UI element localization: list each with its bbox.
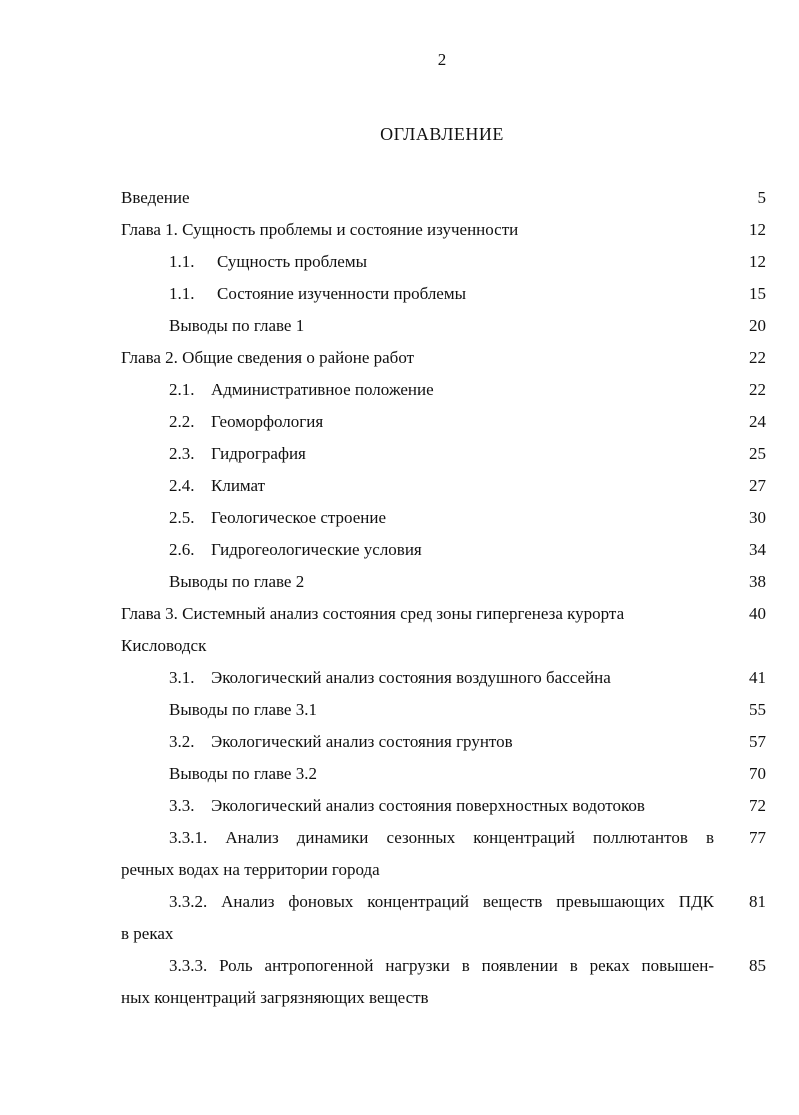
toc-entry-text: Экологический анализ состояния поверхностных водотоков — [211, 796, 645, 815]
toc-entry-number: 2.3. — [169, 444, 195, 463]
toc-entry-2-1[interactable] — [121, 380, 766, 412]
toc-entry-text-line2: Кисловодск — [121, 636, 207, 655]
page-number: 2 — [437, 50, 447, 69]
toc-entry-text: Экологический анализ состояния грунтов — [211, 732, 513, 751]
toc-entry-text: Административное положение — [211, 380, 434, 399]
toc-entry-page: 38 — [749, 572, 766, 591]
toc-entry-page: 72 — [749, 796, 766, 815]
toc-entry-page: 22 — [749, 380, 766, 399]
toc-entry-3-3-3[interactable] — [121, 956, 766, 1020]
toc-entry-number: 1.1. — [169, 252, 195, 271]
toc-entry-number: 2.5. — [169, 508, 195, 527]
toc-entry-text-line1: Глава 3. Системный анализ состояния сред зоны гипергенеза курорта — [121, 604, 625, 623]
toc-entry-number: 2.1. — [169, 380, 195, 399]
toc-entry-text: Выводы по главе 3.1 — [169, 700, 317, 719]
toc-entry-page: 20 — [749, 316, 766, 335]
toc-entry-1-1-b[interactable] — [121, 284, 766, 316]
toc-entry-2-3[interactable] — [121, 444, 766, 476]
toc-entry-conclusions-3-2[interactable] — [121, 764, 766, 796]
toc-entry-page: 25 — [749, 444, 766, 463]
toc-entry-text: Гидрография — [211, 444, 306, 463]
toc-entry-3-3-2[interactable] — [121, 892, 766, 956]
toc-entry-number: 2.4. — [169, 476, 195, 495]
toc-entry-text: Экологический анализ состояния воздушного бассейна — [211, 668, 611, 687]
toc-entry-page: 30 — [749, 508, 766, 527]
toc-entry-number: 3.3. — [169, 796, 195, 815]
toc-entry-3-3-1[interactable] — [121, 828, 766, 892]
table-of-contents — [121, 188, 766, 1020]
toc-entry-1-1-a[interactable] — [121, 252, 766, 284]
toc-entry-3-1[interactable] — [121, 668, 766, 700]
toc-entry-number: 3.3.2. — [169, 892, 208, 911]
toc-entry-chapter-2[interactable] — [121, 348, 766, 380]
toc-entry-text: Выводы по главе 2 — [169, 572, 305, 591]
toc-entry-2-2[interactable] — [121, 412, 766, 444]
toc-entry-conclusions-1[interactable] — [121, 316, 766, 348]
toc-entry-text: Выводы по главе 3.2 — [169, 764, 317, 783]
toc-entry-introduction[interactable] — [121, 188, 766, 220]
toc-title: ОГЛАВЛЕНИЕ — [380, 124, 504, 144]
toc-entry-number: 3.3.3. — [169, 956, 208, 975]
toc-entry-text: Гидрогеологические условия — [211, 540, 422, 559]
toc-entry-page: 77 — [749, 828, 766, 847]
toc-entry-text-line2: ных концентраций загрязняющих веществ — [121, 988, 429, 1007]
toc-entry-text: Климат — [211, 476, 266, 495]
toc-entry-text: Введение — [121, 188, 190, 207]
toc-entry-page: 22 — [749, 348, 766, 367]
toc-entry-text-line2: в реках — [121, 924, 174, 943]
toc-entry-2-5[interactable] — [121, 508, 766, 540]
toc-entry-page: 57 — [749, 732, 766, 751]
toc-entry-3-2[interactable] — [121, 732, 766, 764]
toc-entry-number: 1.1. — [169, 284, 195, 303]
toc-entry-number: 3.1. — [169, 668, 195, 687]
toc-entry-page: 15 — [749, 284, 766, 303]
toc-entry-number: 3.2. — [169, 732, 195, 751]
toc-entry-text: Выводы по главе 1 — [169, 316, 305, 335]
toc-entry-text: Глава 1. Сущность проблемы и состояние изученности — [121, 220, 519, 239]
toc-entry-text: Состояние изученности проблемы — [217, 284, 467, 303]
toc-entry-2-4[interactable] — [121, 476, 766, 508]
toc-entry-text: Геоморфология — [211, 412, 324, 431]
toc-entry-number: 3.3.1. — [169, 828, 208, 847]
toc-entry-page: 40 — [749, 604, 766, 623]
toc-entry-text: Геологическое строение — [211, 508, 387, 527]
toc-entry-page: 41 — [749, 668, 766, 687]
toc-entry-chapter-1[interactable] — [121, 220, 766, 252]
toc-entry-page: 12 — [749, 220, 766, 239]
toc-entry-conclusions-3-1[interactable] — [121, 700, 766, 732]
toc-entry-text: Глава 2. Общие сведения о районе работ — [121, 348, 415, 367]
toc-entry-page: 12 — [749, 252, 766, 271]
toc-entry-page: 55 — [749, 700, 766, 719]
toc-entry-page: 81 — [749, 892, 766, 911]
toc-entry-page: 24 — [749, 412, 766, 431]
toc-entry-text: Сущность проблемы — [217, 252, 368, 271]
toc-entry-page: 34 — [749, 540, 766, 559]
toc-entry-2-6[interactable] — [121, 540, 766, 572]
toc-entry-text-line1: Анализ динамики сезонных концентраций поллютантов в — [225, 828, 714, 847]
toc-entry-page: 5 — [757, 188, 766, 207]
toc-entry-page: 70 — [749, 764, 766, 783]
toc-entry-number: 2.6. — [169, 540, 195, 559]
toc-entry-page: 85 — [749, 956, 766, 975]
toc-entry-page: 27 — [749, 476, 766, 495]
toc-entry-text-line1: Анализ фоновых концентраций веществ превышающих ПДК — [221, 892, 714, 911]
toc-entry-text-line1: Роль антропогенной нагрузки в появлении в реках повышен- — [219, 956, 714, 975]
toc-entry-number: 2.2. — [169, 412, 195, 431]
toc-entry-text-line2: речных водах на территории города — [121, 860, 380, 879]
toc-entry-chapter-3[interactable] — [121, 604, 766, 668]
